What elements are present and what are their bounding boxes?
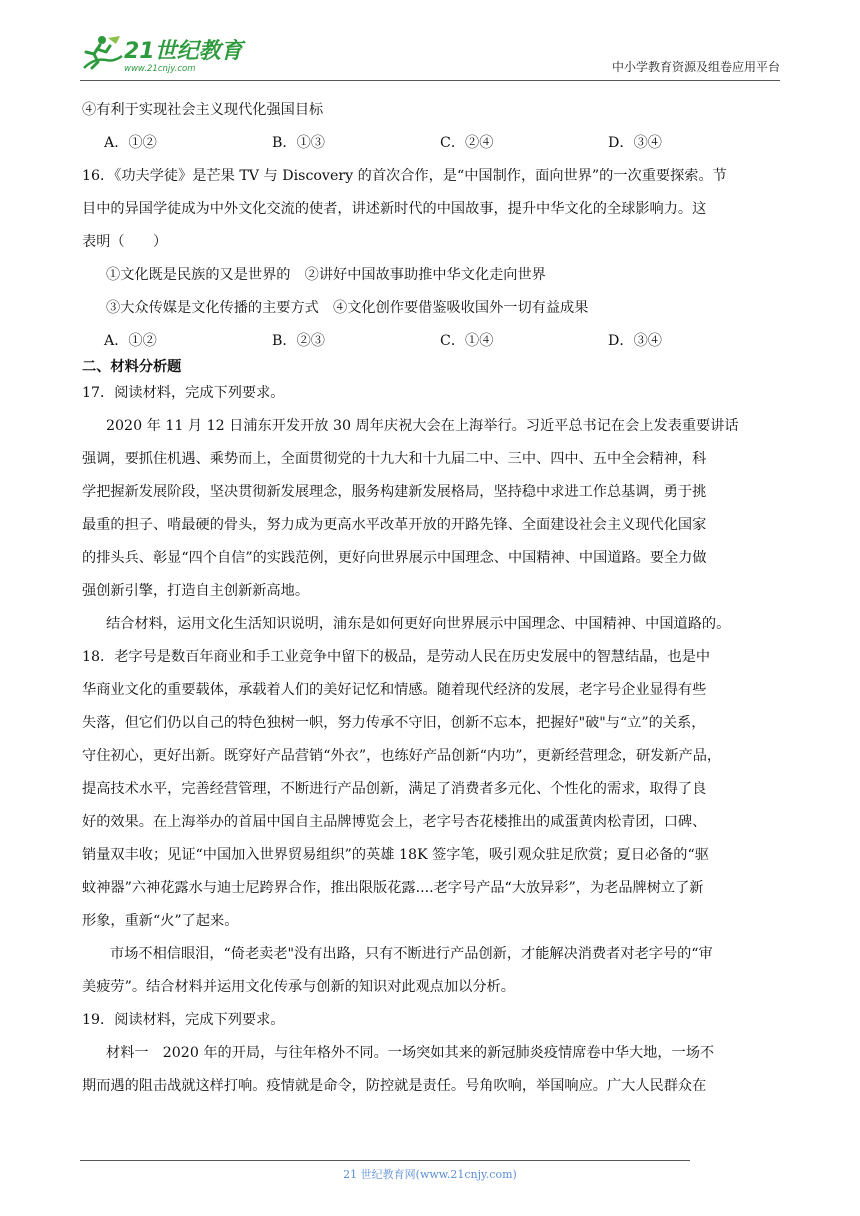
q17-para-line: 强创新引擎，打造自主创新新高地。 [82,583,310,599]
q16-line-1: 16．《功夫学徒》是芒果 TV 与 Discovery 的首次合作，是“中国制作，面向世界”的一次重要探索。节 [82,168,727,184]
runner-icon [80,34,124,74]
section-heading: 二、材料分析题 [82,359,182,375]
header-divider [80,80,780,81]
option-b: B．②③ [272,333,325,349]
q18-para-line: 好的效果。在上海举办的首届中国自主品牌博览会上，老字号杏花楼推出的咸蛋黄肉松青团，口碑、 [82,814,707,830]
q16-line-3: 表明（ ） [82,234,168,250]
q19-prompt: 19．阅读材料，完成下列要求。 [82,1012,285,1028]
site-logo[interactable] [80,32,250,80]
q18-para-line: 18．老字号是数百年商业和手工业竞争中留下的极品，是劳动人民在历史发展中的智慧结晶，也是中 [82,649,711,665]
logo-title: 21世纪教育 [124,39,243,64]
q18-para-line: 华商业文化的重要载体，承载着人们的美好记忆和情感。随着现代经济的发展，老字号企业显得有些 [82,682,707,698]
page-header [80,28,780,80]
q16-statements-2: ③大众传媒是文化传播的主要方式 ④文化创作要借鉴吸收国外一切有益成果 [106,300,589,316]
platform-name: 中小学教育资源及组卷应用平台 [611,60,780,74]
logo-url: www.21cnjy.com [124,64,196,74]
text-line: ④有利于实现社会主义现代化强国目标 [82,102,324,118]
q17-para-line: 的排头兵、彰显“四个自信”的实践范例，更好向世界展示中国理念、中国精神、中国道路。要全力做 [82,550,707,566]
q17-prompt: 17．阅读材料，完成下列要求。 [82,385,285,401]
q18-question-line: 市场不相信眼泪，“倚老卖老"没有出路，只有不断进行产品创新，才能解决消费者对老字号的“审 [110,946,713,962]
q17-para-line: 学把握新发展阶段，坚决贯彻新发展理念，服务构建新发展格局，坚持稳中求进工作总基调，勇于挑 [82,484,707,500]
q16-options [82,331,782,351]
q16-line-2: 目中的异国学徒成为中外文化交流的使者，讲述新时代的中国故事，提升中华文化的全球影响力。这 [82,201,707,217]
option-b: B．①③ [272,135,325,151]
option-c: C．②④ [440,135,494,151]
q18-para-line: 蚊神器”六神花露水与迪士尼跨界合作，推出限版花露....老字号产品“大放异彩”，为老品牌树立了新 [82,880,704,896]
q17-para-line: 最重的担子、啃最硬的骨头，努力成为更高水平改革开放的开路先锋、全面建设社会主义现代化国家 [82,517,707,533]
q17-para-line: 强调，要抓住机遇、乘势而上，全面贯彻党的十九大和十九届二中、三中、四中、五中全会精神，科 [82,451,707,467]
q19-material-line: 期而遇的阻击战就这样打响。疫情就是命令，防控就是责任。号角吹响，举国响应。广大人民群众在 [82,1078,707,1094]
document-body [82,100,782,1109]
option-c: C．①④ [440,333,494,349]
footer-divider [80,1160,690,1161]
q18-para-line: 守住初心，更好出新。既穿好产品营销“外衣”，也练好产品创新“内功”，更新经营理念，研发新产品， [82,748,722,764]
q18-para-line: 失落，但它们仍以自己的特色独树一帜，努力传承不守旧，创新不忘本，把握好"破"与“立”的关系， [82,715,706,731]
q16-statements-1: ①文化既是民族的又是世界的 ②讲好中国故事助推中华文化走向世界 [106,267,546,283]
option-d: D．③④ [608,135,662,151]
q17-question: 结合材料，运用文化生活知识说明，浦东是如何更好向世界展示中国理念、中国精神、中国道路的。 [106,616,731,632]
q18-question-line: 美疲劳”。结合材料并运用文化传承与创新的知识对此观点加以分析。 [82,979,515,995]
q18-para-line: 形象，重新“火”了起来。 [82,913,239,929]
q19-material-line: 材料一 2020 年的开局，与往年格外不同。一场突如其来的新冠肺炎疫情席卷中华大地，一场不 [106,1045,715,1061]
footer-link[interactable]: 21 世纪教育网(www.21cnjy.com) [343,1168,517,1181]
option-a: A．①② [104,333,157,349]
option-a: A．①② [104,135,157,151]
q18-para-line: 销量双丰收；见证“中国加入世界贸易组织”的英雄 18K 签字笔，吸引观众驻足欣赏；夏日必备的“驱 [82,847,709,863]
q18-para-line: 提高技术水平，完善经营管理，不断进行产品创新，满足了消费者多元化、个性化的需求，取得了良 [82,781,707,797]
q15-options [82,133,782,153]
q17-para-line: 2020 年 11 月 12 日浦东开发开放 30 周年庆祝大会在上海举行。习近平总书记在会上发表重要讲话 [106,418,739,434]
option-d: D．③④ [608,333,662,349]
